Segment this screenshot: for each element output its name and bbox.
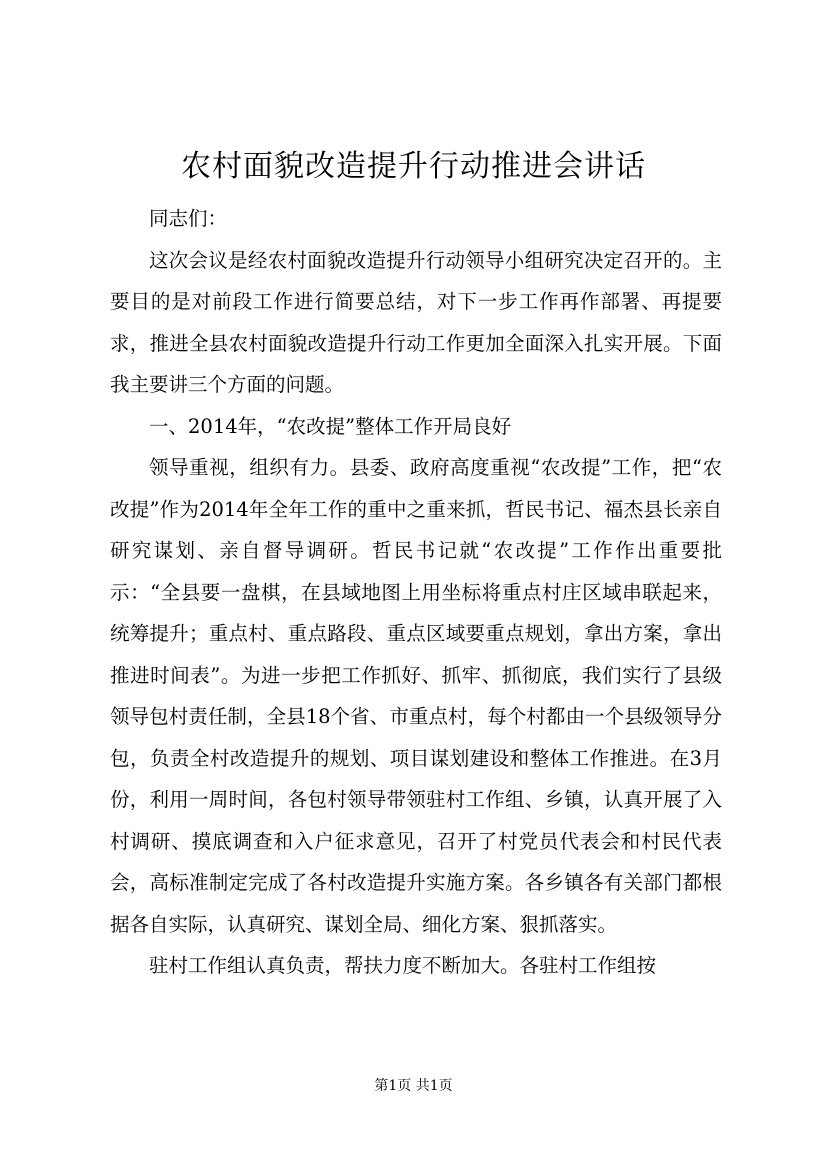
paragraph-work-group: 驻村工作组认真负责，帮扶力度不断加大。各驻村工作组按 — [149, 954, 657, 977]
document-body — [110, 198, 722, 987]
paragraph-leadership: 领导重视，组织有力。县委、政府高度重视“农改提”工作，把“农改提”作为2014年全年工作的重中之重来抓，哲民书记、福杰县长亲自研究谋划、亲自督导调研。哲民书记就“农改提”工作作出重要批示：“全县要一盘棋，在县域地图上用坐标将重点村庄区域串联起来，统筹提升；重点村、重点路段、重点区域要重点规划，拿出方案，拿出推进时间表”。为进一步把工作抓好、抓牢、抓彻底，我们实行了县级领导包村责任制，全县18个省、市重点村，每个村都由一个县级领导分包，负责全村改造提升的规划、项目谋划建设和整体工作推进。在3月份，利用一周时间，各包村领导带领驻村工作组、乡镇，认真开展了入村调研、摸底调查和入户征求意见，召开了村党员代表会和村民代表会，高标准制定完成了各村改造提升实施方案。各乡镇各有关部门都根据各自实际，认真研究、谋划全局、细化方案、狠抓落实。 — [110, 456, 722, 936]
page-footer: 第1页 共1页 — [374, 1078, 453, 1094]
document-title: 农村面貌改造提升行动推进会讲话 — [181, 149, 646, 184]
greeting: 同志们： — [149, 207, 228, 230]
paragraph-intro: 这次会议是经农村面貌改造提升行动领导小组研究决定召开的。主要目的是对前段工作进行简要总结，对下一步工作再作部署、再提要求，推进全县农村面貌改造提升行动工作更加全面深入扎实开展。下面我主要讲三个方面的问题。 — [110, 248, 722, 396]
section-heading-1: 一、2014年，“农改提”整体工作开局良好 — [149, 414, 512, 438]
